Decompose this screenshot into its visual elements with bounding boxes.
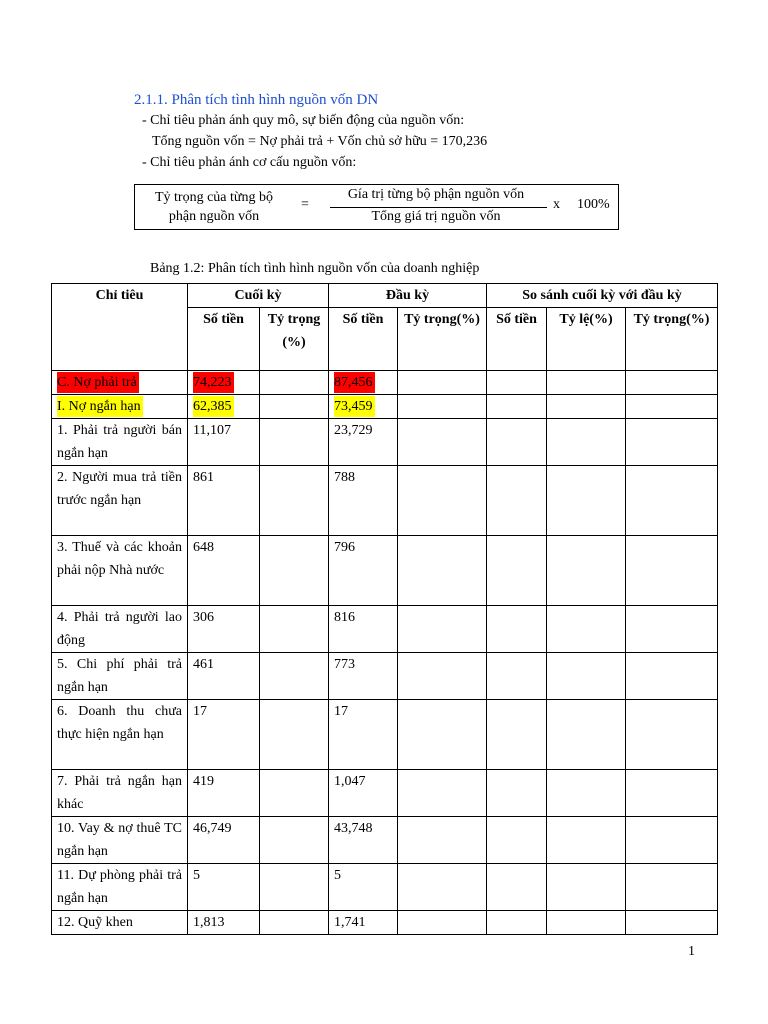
cell-empty — [398, 419, 487, 466]
table-row — [52, 606, 718, 653]
cell-empty — [626, 700, 718, 770]
cell-cuoi-so-tien-text: 5 — [193, 868, 200, 883]
cell-cuoi-so-tien — [188, 419, 260, 466]
cell-empty — [487, 419, 547, 466]
cell-empty — [487, 606, 547, 653]
row-label-text: C. Nợ phải trả — [57, 372, 139, 393]
row-label — [52, 770, 188, 817]
cell-dau-so-tien-text: 816 — [334, 610, 355, 625]
header-ss-ty-le: Tỷ lệ(%) — [547, 308, 626, 371]
cell-empty — [487, 371, 547, 395]
cell-empty — [487, 466, 547, 536]
cell-empty — [398, 536, 487, 606]
cell-dau-so-tien-text: 5 — [334, 868, 341, 883]
cell-cuoi-so-tien — [188, 653, 260, 700]
cell-empty — [626, 864, 718, 911]
table-caption: Bảng 1.2: Phân tích tình hình nguồn vốn của doanh nghiệp — [150, 261, 480, 276]
row-label-text: 7. Phải trả ngắn hạn khác — [57, 774, 182, 812]
row-label — [52, 700, 188, 770]
header-ss-ty-trong: Tỷ trọng(%) — [626, 308, 718, 371]
cell-empty — [260, 653, 329, 700]
cell-dau-so-tien-text: 796 — [334, 540, 355, 555]
row-label — [52, 466, 188, 536]
capital-analysis-table — [51, 283, 718, 935]
row-label-text: 6. Doanh thu chưa thực hiện ngắn hạn — [57, 704, 182, 742]
row-label-text: 11. Dự phòng phải trả ngắn hạn — [57, 868, 182, 906]
formula-times: x — [553, 197, 560, 212]
cell-dau-so-tien — [329, 466, 398, 536]
cell-empty — [547, 770, 626, 817]
row-label-text: 5. Chi phí phải trả ngắn hạn — [57, 657, 182, 695]
row-label-text: 4. Phải trả người lao động — [57, 610, 182, 648]
cell-empty — [547, 536, 626, 606]
formula-numerator: Gía trị từng bộ phận nguồn vốn — [347, 187, 525, 202]
cell-dau-so-tien-text: 1,741 — [334, 915, 366, 930]
cell-cuoi-so-tien — [188, 911, 260, 935]
cell-empty — [626, 770, 718, 817]
formula-percent: 100% — [577, 197, 610, 212]
row-label — [52, 817, 188, 864]
cell-empty — [260, 606, 329, 653]
table-row — [52, 864, 718, 911]
header-so-sanh: So sánh cuối kỳ với đầu kỳ — [487, 284, 718, 308]
cell-dau-so-tien — [329, 770, 398, 817]
cell-dau-so-tien-text: 788 — [334, 470, 355, 485]
section-heading: 2.1.1. Phân tích tình hình nguồn vốn DN — [134, 92, 379, 108]
cell-empty — [487, 864, 547, 911]
text-line-2: Tổng nguồn vốn = Nợ phải trả + Vốn chủ sở hữu = 170,236 — [152, 134, 488, 149]
cell-dau-so-tien-text: 87,456 — [334, 372, 375, 393]
formula-box — [134, 184, 619, 230]
cell-cuoi-so-tien — [188, 371, 260, 395]
formula-left-line-2: phận nguồn vốn — [168, 209, 260, 224]
cell-cuoi-so-tien — [188, 606, 260, 653]
cell-dau-so-tien — [329, 700, 398, 770]
cell-cuoi-so-tien-text: 74,223 — [193, 372, 234, 393]
cell-empty — [547, 911, 626, 935]
formula-denominator: Tổng giá trị nguồn vốn — [371, 209, 501, 224]
cell-dau-so-tien — [329, 371, 398, 395]
cell-empty — [398, 770, 487, 817]
cell-empty — [398, 911, 487, 935]
text-line-1: - Chỉ tiêu phản ánh quy mô, sự biến động của nguồn vốn: — [142, 113, 465, 128]
cell-cuoi-so-tien-text: 1,813 — [193, 915, 225, 930]
cell-empty — [626, 653, 718, 700]
cell-cuoi-so-tien — [188, 817, 260, 864]
cell-dau-so-tien — [329, 817, 398, 864]
header-dau-ky: Đầu kỳ — [329, 284, 487, 308]
cell-empty — [260, 419, 329, 466]
cell-empty — [487, 536, 547, 606]
cell-empty — [626, 817, 718, 864]
cell-cuoi-so-tien-text: 11,107 — [193, 423, 231, 438]
table-row — [52, 466, 718, 536]
cell-empty — [260, 817, 329, 864]
cell-empty — [487, 817, 547, 864]
cell-empty — [260, 700, 329, 770]
cell-cuoi-so-tien — [188, 466, 260, 536]
cell-empty — [487, 395, 547, 419]
row-label-text: 3. Thuế và các khoản phải nộp Nhà nước — [57, 540, 182, 578]
row-label — [52, 395, 188, 419]
cell-empty — [547, 371, 626, 395]
cell-dau-so-tien-text: 1,047 — [334, 774, 366, 789]
cell-dau-so-tien-text: 17 — [334, 704, 348, 719]
cell-empty — [260, 466, 329, 536]
header-cuoi-ty-trong: Tỷ trọng (%) — [260, 308, 329, 371]
row-label-text: I. Nợ ngắn hạn — [57, 396, 143, 417]
row-label — [52, 371, 188, 395]
cell-dau-so-tien — [329, 419, 398, 466]
row-label-text: 1. Phải trả người bán ngắn hạn — [57, 423, 182, 461]
cell-empty — [487, 653, 547, 700]
cell-empty — [398, 864, 487, 911]
cell-dau-so-tien — [329, 653, 398, 700]
header-chi-tieu: Chỉ tiêu — [52, 284, 188, 371]
cell-dau-so-tien-text: 23,729 — [334, 423, 373, 438]
cell-empty — [487, 770, 547, 817]
cell-cuoi-so-tien — [188, 770, 260, 817]
cell-empty — [547, 653, 626, 700]
row-label — [52, 864, 188, 911]
cell-empty — [626, 419, 718, 466]
table-row — [52, 419, 718, 466]
row-label — [52, 606, 188, 653]
cell-cuoi-so-tien — [188, 864, 260, 911]
table-row — [52, 653, 718, 700]
header-ss-so-tien: Số tiền — [487, 308, 547, 371]
cell-empty — [398, 371, 487, 395]
text-line-3: - Chỉ tiêu phản ánh cơ cấu nguồn vốn: — [142, 155, 357, 170]
header-dau-ty-trong: Tỷ trọng(%) — [398, 308, 487, 371]
cell-cuoi-so-tien-text: 46,749 — [193, 821, 232, 836]
cell-empty — [547, 395, 626, 419]
cell-empty — [398, 395, 487, 419]
cell-dau-so-tien — [329, 606, 398, 653]
table-row — [52, 770, 718, 817]
cell-cuoi-so-tien-text: 17 — [193, 704, 207, 719]
cell-cuoi-so-tien — [188, 536, 260, 606]
cell-empty — [260, 770, 329, 817]
table-row — [52, 817, 718, 864]
formula-equals: = — [301, 197, 309, 212]
table-row — [52, 536, 718, 606]
cell-dau-so-tien-text: 73,459 — [334, 396, 375, 417]
cell-empty — [398, 817, 487, 864]
cell-cuoi-so-tien-text: 62,385 — [193, 396, 234, 417]
cell-empty — [398, 653, 487, 700]
cell-empty — [260, 371, 329, 395]
cell-empty — [547, 864, 626, 911]
cell-empty — [487, 911, 547, 935]
cell-dau-so-tien-text: 43,748 — [334, 821, 373, 836]
cell-empty — [547, 466, 626, 536]
page-number: 1 — [688, 944, 695, 959]
row-label-text: 2. Người mua trả tiền trước ngắn hạn — [57, 470, 182, 508]
cell-empty — [547, 419, 626, 466]
cell-dau-so-tien — [329, 536, 398, 606]
table-row — [52, 911, 718, 935]
cell-cuoi-so-tien-text: 861 — [193, 470, 214, 485]
cell-cuoi-so-tien — [188, 395, 260, 419]
formula-left — [145, 188, 283, 226]
row-label — [52, 653, 188, 700]
cell-dau-so-tien-text: 773 — [334, 657, 355, 672]
cell-dau-so-tien — [329, 864, 398, 911]
header-dau-so-tien: Số tiền — [329, 308, 398, 371]
header-cuoi-ky: Cuối kỳ — [188, 284, 329, 308]
cell-empty — [260, 395, 329, 419]
fraction-bar — [330, 207, 547, 208]
cell-empty — [398, 466, 487, 536]
header-cuoi-so-tien: Số tiền — [188, 308, 260, 371]
cell-empty — [626, 395, 718, 419]
row-label — [52, 419, 188, 466]
cell-empty — [547, 606, 626, 653]
cell-empty — [487, 700, 547, 770]
cell-cuoi-so-tien-text: 306 — [193, 610, 214, 625]
cell-empty — [626, 466, 718, 536]
row-label-text: 10. Vay & nợ thuê TC ngắn hạn — [57, 821, 182, 859]
cell-dau-so-tien — [329, 395, 398, 419]
cell-empty — [260, 536, 329, 606]
row-label — [52, 536, 188, 606]
cell-empty — [626, 371, 718, 395]
row-label-text: 12. Quỹ khen — [57, 915, 133, 930]
cell-cuoi-so-tien-text: 648 — [193, 540, 214, 555]
cell-cuoi-so-tien-text: 461 — [193, 657, 214, 672]
formula-left-line-1: Tỷ trọng của từng bộ — [154, 190, 273, 205]
cell-cuoi-so-tien-text: 419 — [193, 774, 214, 789]
cell-empty — [260, 911, 329, 935]
cell-empty — [626, 606, 718, 653]
row-label — [52, 911, 188, 935]
table-row — [52, 371, 718, 395]
cell-dau-so-tien — [329, 911, 398, 935]
cell-empty — [260, 864, 329, 911]
table-row — [52, 395, 718, 419]
cell-empty — [547, 817, 626, 864]
cell-empty — [398, 700, 487, 770]
cell-empty — [626, 911, 718, 935]
cell-cuoi-so-tien — [188, 700, 260, 770]
cell-empty — [626, 536, 718, 606]
table-row — [52, 700, 718, 770]
cell-empty — [398, 606, 487, 653]
cell-empty — [547, 700, 626, 770]
